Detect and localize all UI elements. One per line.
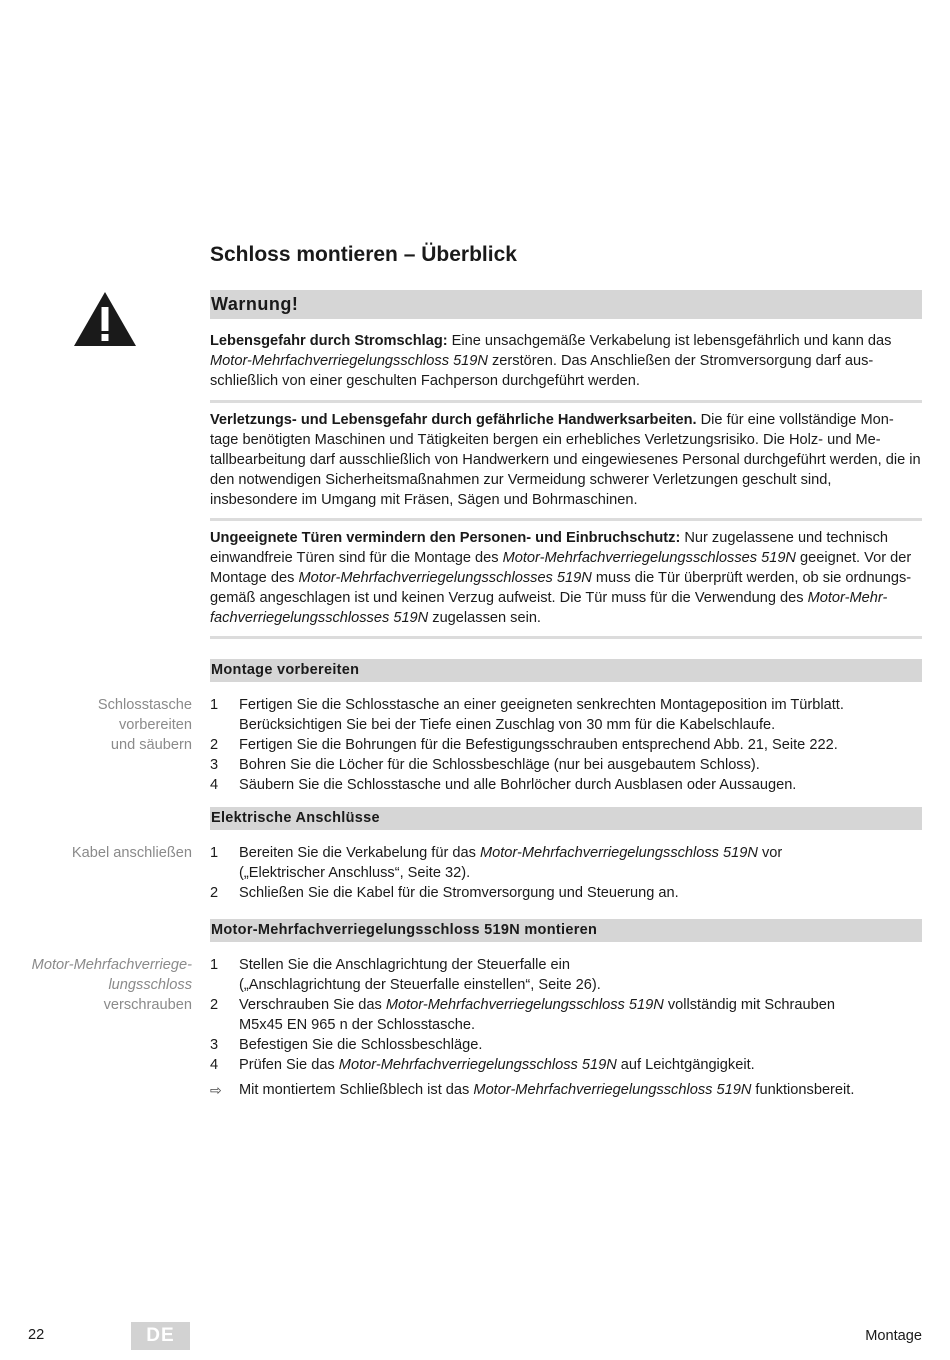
steps-elektrische-anschluesse	[210, 843, 922, 903]
result-arrow-icon: ⇨	[210, 1082, 222, 1098]
list-item: 1 Fertigen Sie die Schlosstasche an einer geeigneten senkrechten Montageposition im Türblatt. Berücksichtigen Sie bei der Tiefe einen Zuschlag von 30 mm für die Kabelschlaufe.	[210, 697, 844, 733]
list-item: 2 Verschrauben Sie das Motor-Mehrfachverriegelungsschloss 519N vollständig mit Schrauben M5x45 EN 965 n der Schlosstasche.	[210, 997, 835, 1033]
list-item: 1 Stellen Sie die Anschlagrichtung der Steuerfalle ein („Anschlagrichtung der Steuerfalle einstellen“, Seite 26).	[210, 957, 601, 993]
language-badge: DE	[131, 1322, 190, 1350]
list-item: 1 Bereiten Sie die Verkabelung für das Motor-Mehrfachverriegelungsschloss 519N vor („Elektrischer Anschluss“, Seite 32).	[210, 845, 783, 881]
divider	[210, 636, 922, 639]
steps-montage-vorbereiten	[210, 695, 922, 795]
list-item: 3 Befestigen Sie die Schlossbeschläge.	[210, 1037, 483, 1053]
margin-label-verschrauben: Motor-Mehrfachverriege- lungsschloss verschrauben	[31, 957, 192, 1013]
list-item: 2 Schließen Sie die Kabel für die Stromversorgung und Steuerung an.	[210, 885, 679, 901]
margin-label-schlosstasche: Schlosstasche vorbereiten und säubern	[97, 697, 192, 753]
list-item: 2 Fertigen Sie die Bohrungen für die Befestigungsschrauben entsprechend Abb. 21, Seite 222.	[210, 737, 838, 753]
section-heading-schloss-montieren: Motor-Mehrfachverriegelungsschloss 519N montieren	[210, 919, 922, 942]
page-title: Schloss montieren – Überblick	[210, 243, 517, 266]
list-item: 4 Säubern Sie die Schlosstasche und alle Bohrlöcher durch Ausblasen oder Aussaugen.	[210, 777, 797, 793]
divider	[210, 400, 922, 403]
section-heading-elektrische-anschluesse: Elektrische Anschlüsse	[210, 807, 922, 830]
result-line: ⇨ Mit montiertem Schließblech ist das Motor-Mehrfachverriegelungsschloss 519N funktionsbereit.	[210, 1082, 855, 1098]
warning-paragraph-electric: Lebensgefahr durch Stromschlag: Eine unsachgemäße Verkabelung ist lebensgefährlich und kann das Motor-Mehrfachverriegelungsschloss 519N zerstören. Das Anschließen der Stromversorgung darf aus-schließlich von einer geschulten Fachperson durchgeführt werden.	[210, 333, 892, 389]
list-item: 3 Bohren Sie die Löcher für die Schlossbeschläge (nur bei ausgebautem Schloss).	[210, 757, 760, 773]
section-heading-montage-vorbereiten: Montage vorbereiten	[210, 659, 922, 682]
divider	[210, 518, 922, 521]
page-number: 22	[28, 1327, 45, 1343]
margin-label-kabel: Kabel anschließen	[71, 845, 192, 861]
steps-schloss-montieren	[210, 955, 922, 1075]
warning-paragraph-craft: Verletzungs- und Lebensgefahr durch gefährliche Handwerksarbeiten. Die für eine vollständige Mon-tage benötigten Maschinen und Tätigkeiten bergen ein erhebliches Verletzungsrisiko. Die Holz- und Me-tallbearbeitung darf ausschließlich von Handwerkern und eingewiesenes Personal durchgeführt werden, die in den notwendigen Sicherheitsmaßnahmen zur Vermeidung schwerer Verletzungen geschult sind, insbesondere im Umgang mit Fräsen, Sägen und Bohrmaschinen.	[210, 412, 921, 508]
warning-heading: Warnung!	[210, 290, 922, 319]
footer-section-title: Montage	[865, 1328, 922, 1344]
list-item: 4 Prüfen Sie das Motor-Mehrfachverriegelungsschloss 519N auf Leichtgängigkeit.	[210, 1057, 755, 1073]
warning-paragraph-doors: Ungeeignete Türen vermindern den Personen- und Einbruchschutz: Nur zugelassene und technisch einwandfreie Türen sind für die Montage des Motor-Mehrfachverriegelungsschlosses 519N geeignet. Vor der Montage des Motor-Mehrfachverriegelungsschlosses 519N muss die Tür überprüft werden, ob sie ordnungs-gemäß angeschlagen ist und keinen Verzug aufweist. Die Tür muss für die Verwendung des Motor-Mehr-fachverriegelungsschlosses 519N zugelassen sein.	[210, 530, 912, 626]
warning-triangle-icon	[72, 290, 138, 348]
